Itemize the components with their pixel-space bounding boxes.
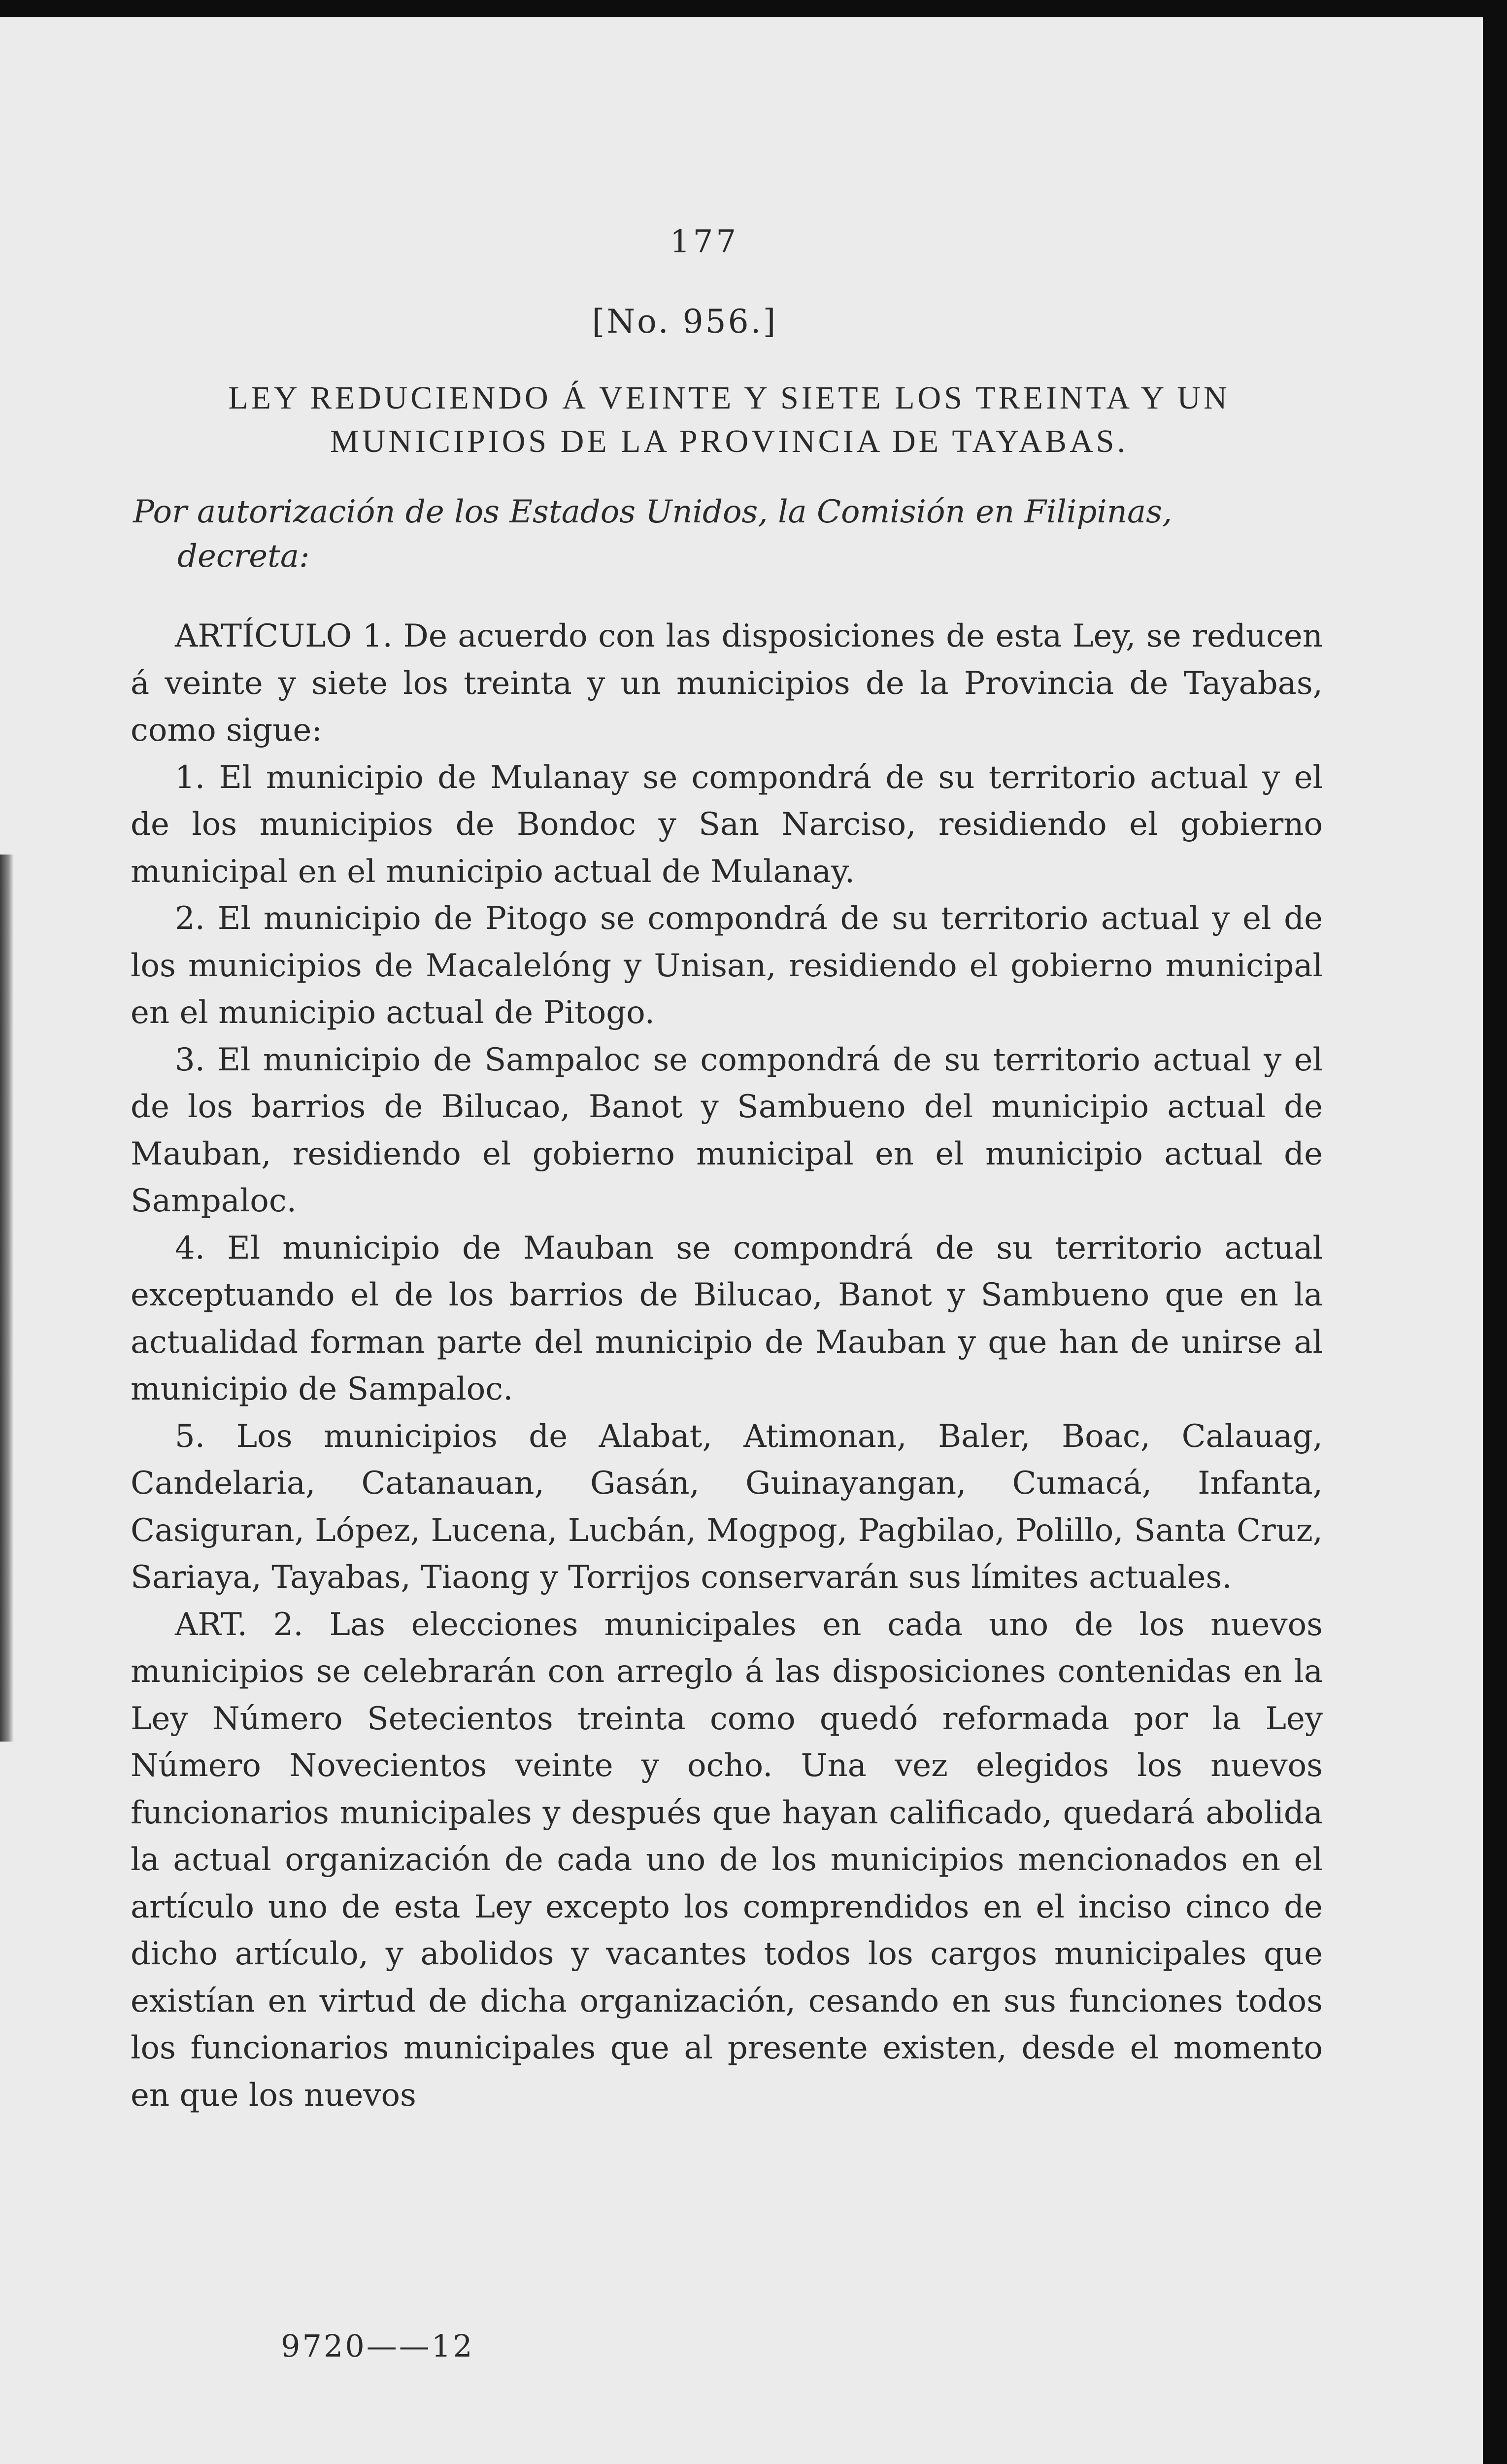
printer-signature: 9720——12 <box>281 2328 474 2364</box>
enacting-clause-line2: decreta: <box>177 538 310 575</box>
act-number: [No. 956.] <box>592 303 778 341</box>
clause-2-paragraph: 2. El municipio de Pitogo se compondrá de su territorio actual y el de los municipios de Macalelóng y Unisan, residiendo el gobierno municipal en el municipio actual de Pitogo. <box>131 900 1323 1031</box>
clause-1-paragraph: 1. El municipio de Mulanay se compondrá de su territorio actual y el de los municipios de Bondoc y San Narciso, residiendo el gobierno municipal en el municipio actual de Mulanay. <box>131 759 1323 890</box>
enacting-clause <box>133 490 1330 579</box>
article-2-paragraph: ART. 2. Las elecciones municipales en cada uno de los nuevos municipios se celebrarán con arreglo á las disposiciones contenidas en la Ley Número Setecientos treinta como quedó reformada por la Ley Número Novecientos veinte y ocho. Una vez elegidos los nuevos funcionarios municipales y después que hayan calificado, quedará abolida la actual organización de cada uno de los municipios mencionados en el artículo uno de esta Ley excepto los comprendidos en el inciso cinco de dicho artículo, y abolidos y vacantes todos los cargos municipales que existían en virtud de dicha organización, cesando en sus funciones todos los funcionarios municipales que al presente existen, desde el momento en que los nuevos <box>131 1606 1323 2114</box>
law-title: LEY REDUCIENDO Á VEINTE Y SIETE LOS TREINTA Y UN MUNICIPIOS DE LA PROVINCIA DE TAYABAS. <box>228 380 1230 459</box>
enacting-clause-line1: Por autorización de los Estados Unidos, la Comisión en Filipinas, <box>133 494 1172 530</box>
page-number: 177 <box>670 224 739 260</box>
page-edge-shadow <box>0 855 14 1742</box>
clause-4-paragraph: 4. El municipio de Mauban se compondrá de su territorio actual exceptuando el de los barrios de Bilucao, Banot y Sambueno que en la actualidad forman parte del municipio de Mauban y que han de unirse al municipio de Sampaloc. <box>131 1230 1323 1407</box>
clause-5-paragraph: 5. Los municipios de Alabat, Atimonan, Baler, Boac, Calauag, Candelaria, Catanauan, Gasán, Guinayangan, Cumacá, Infanta, Casiguran, López, Lucena, Lucbán, Mogpog, Pagbilao, Polillo, Santa Cruz, Sariaya, Tayabas, Tiaong y Torrijos conservarán sus límites actuales. <box>131 1418 1323 1596</box>
article-1-paragraph: ARTÍCULO 1. De acuerdo con las disposiciones de esta Ley, se reducen á veinte y siete los treinta y un municipios de la Provincia de Tayabas, como sigue: <box>131 618 1323 749</box>
law-body <box>131 613 1323 2119</box>
book-page <box>0 17 1483 2464</box>
clause-3-paragraph: 3. El municipio de Sampaloc se compondrá de su territorio actual y el de los barrios de Bilucao, Banot y Sambueno del municipio actual de Mauban, residiendo el gobierno municipal en el municipio actual de Sampaloc. <box>131 1041 1323 1219</box>
